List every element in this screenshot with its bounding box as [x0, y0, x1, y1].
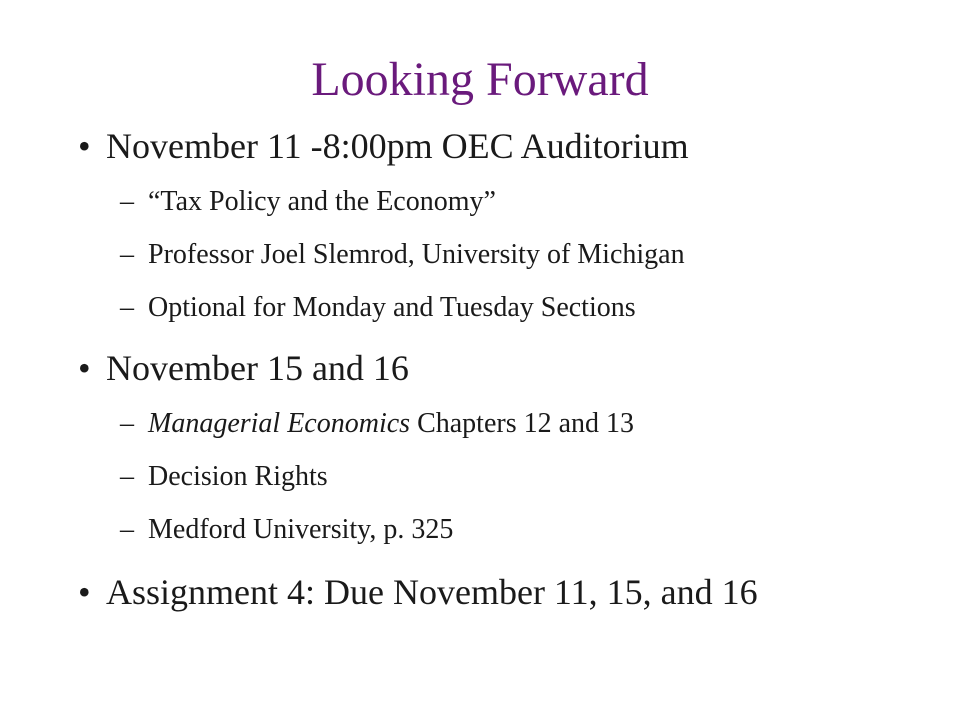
bullet-marker: • [78, 348, 91, 388]
bullet-marker: • [78, 126, 91, 166]
bullet-marker: • [78, 572, 91, 612]
sub-marker: – [120, 408, 134, 439]
sub-item [120, 459, 328, 495]
bullet-text: November 15 and 16 [106, 348, 409, 388]
sub-text: Optional for Monday and Tuesday Sections [148, 292, 636, 323]
bullet-text: Assignment 4: Due November 11, 15, and 16 [106, 572, 758, 612]
slide-title: Looking Forward [311, 53, 649, 106]
sub-marker: – [120, 514, 134, 545]
bullet-text: November 11 -8:00pm OEC Auditorium [106, 126, 689, 166]
bullet-item [78, 124, 689, 168]
sub-text-italic: Managerial Economics [148, 408, 411, 439]
sub-marker: – [120, 239, 134, 270]
sub-text: Decision Rights [148, 461, 328, 492]
sub-marker: – [120, 292, 134, 323]
sub-text: Professor Joel Slemrod, University of Michigan [148, 239, 685, 270]
sub-item [120, 290, 636, 326]
sub-item [120, 406, 634, 442]
sub-marker: – [120, 461, 134, 492]
sub-marker: – [120, 186, 134, 217]
sub-item [120, 237, 685, 273]
sub-item [120, 184, 496, 220]
bullet-item [78, 346, 409, 390]
bullet-item [78, 570, 758, 614]
sub-text: Medford University, p. 325 [148, 514, 454, 545]
sub-text: “Tax Policy and the Economy” [148, 186, 496, 217]
sub-text: Chapters 12 and 13 [410, 408, 635, 439]
sub-item [120, 512, 453, 548]
